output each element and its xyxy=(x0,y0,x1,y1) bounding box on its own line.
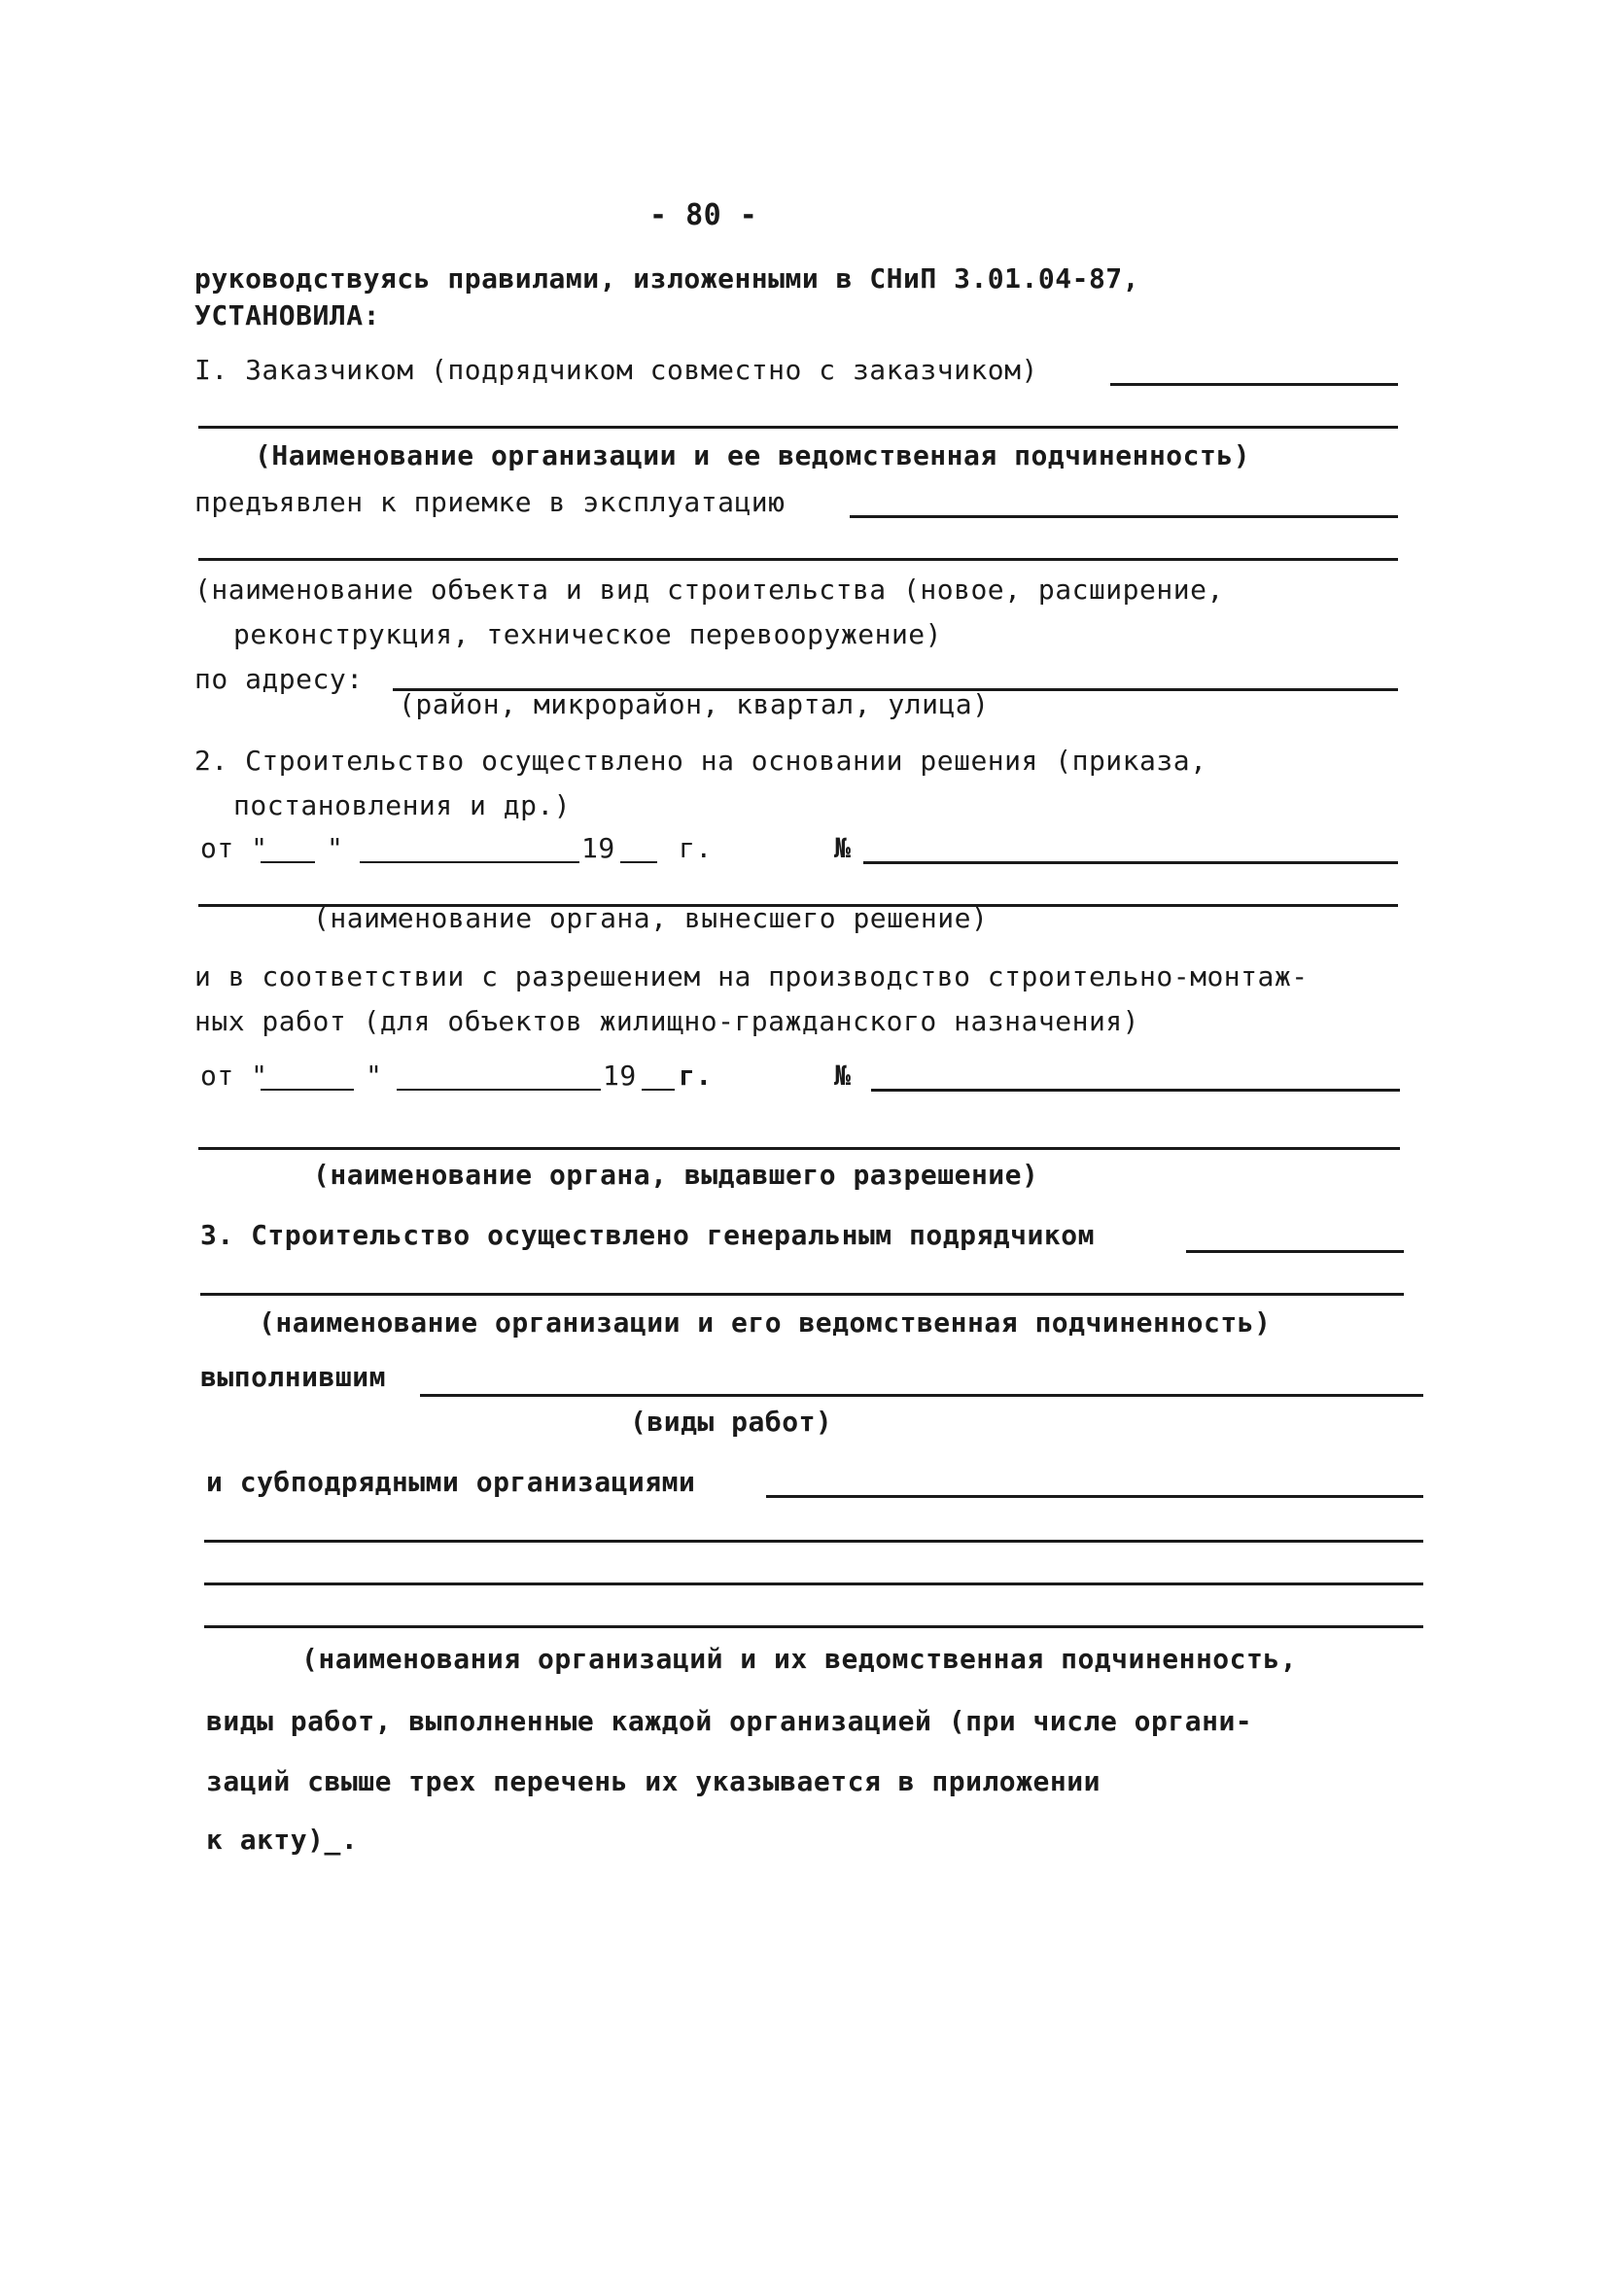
permit-year-field[interactable] xyxy=(642,1089,675,1091)
section1-org-caption: (Наименование организации и ее ведомственная подчиненность) xyxy=(255,439,1251,471)
permit-caption: (наименование органа, выдавшего разрешение) xyxy=(313,1159,1039,1191)
section3-label: 3. Строительство осуществлено генеральным подрядчиком xyxy=(200,1219,1095,1251)
sub-caption-4: к акту)_. xyxy=(206,1824,359,1856)
section1-object-caption-2: реконструкция, техническое перевооружение) xyxy=(233,618,943,650)
decision-number-field[interactable] xyxy=(863,861,1398,864)
decision-month-field[interactable] xyxy=(360,861,579,863)
subcontractors-field-3[interactable] xyxy=(204,1583,1423,1585)
decision-caption: (наименование органа, вынесшего решение) xyxy=(313,902,989,934)
permit-month-field[interactable] xyxy=(397,1089,601,1091)
section2-line-1: 2. Строительство осуществлено на основании решения (приказа, xyxy=(194,745,1207,777)
subcontractors-field-1[interactable] xyxy=(766,1495,1423,1498)
sub-caption-2: виды работ, выполненные каждой организацией (при числе органи- xyxy=(206,1705,1253,1737)
intro-line-1: руководствуясь правилами, изложенными в СНиП 3.01.04-87, xyxy=(194,262,1140,295)
permit-number-field[interactable] xyxy=(871,1089,1400,1092)
decision-date-from: от " xyxy=(200,832,268,864)
sub-caption-1: (наименования организаций и их ведомственная подчиненность, xyxy=(301,1643,1298,1675)
section1-presented-field[interactable] xyxy=(850,515,1398,518)
intro-line-2: УСТАНОВИЛА: xyxy=(194,299,380,331)
decision-year-prefix: 19 xyxy=(581,832,615,864)
section1-address-caption: (район, микрорайон, квартал, улица) xyxy=(399,688,990,720)
decision-number-sign: № xyxy=(834,832,852,864)
permit-day-field[interactable] xyxy=(261,1089,354,1091)
page-number: - 80 - xyxy=(649,198,758,232)
section3-contractor-field-2[interactable] xyxy=(200,1293,1404,1296)
section1-object-caption-1: (наименование объекта и вид строительства (новое, расширение, xyxy=(194,574,1224,606)
decision-year-suffix: г. xyxy=(679,832,713,864)
section3-works-caption: (виды работ) xyxy=(630,1406,833,1438)
decision-year-field[interactable] xyxy=(620,861,657,863)
section1-address-label: по адресу: xyxy=(194,663,364,695)
section1-customer-field-2[interactable] xyxy=(198,426,1398,429)
decision-day-field[interactable] xyxy=(261,861,315,863)
decision-date-quote: " xyxy=(327,832,344,864)
permit-number-sign: № xyxy=(834,1060,852,1092)
permit-org-field[interactable] xyxy=(198,1147,1400,1150)
section2-line-2: постановления и др.) xyxy=(233,789,572,821)
section3-org-caption: (наименование организации и его ведомственная подчиненность) xyxy=(259,1306,1272,1339)
subcontractors-field-4[interactable] xyxy=(204,1625,1423,1628)
section3-contractor-field[interactable] xyxy=(1186,1250,1404,1253)
section1-customer-field[interactable] xyxy=(1110,383,1398,386)
permit-date-quote: " xyxy=(366,1060,383,1092)
subcontractors-field-2[interactable] xyxy=(204,1540,1423,1543)
permit-line-1: и в соответствии с разрешением на производство строительно-монтаж- xyxy=(194,960,1309,992)
section1-object-field[interactable] xyxy=(198,558,1398,561)
permit-line-2: ных работ (для объектов жилищно-гражданского назначения) xyxy=(194,1005,1140,1037)
permit-year-prefix: 19 xyxy=(603,1060,637,1092)
section1-label: I. Заказчиком (подрядчиком совместно с заказчиком) xyxy=(194,354,1038,386)
permit-date-from: от " xyxy=(200,1060,268,1092)
section1-presented-label: предъявлен к приемке в эксплуатацию xyxy=(194,486,786,518)
section3-works-field[interactable] xyxy=(420,1394,1423,1397)
section3-subcontractors-label: и субподрядными организациями xyxy=(206,1466,696,1498)
permit-year-suffix: г. xyxy=(679,1060,713,1092)
section3-performed-label: выполнившим xyxy=(200,1361,386,1393)
sub-caption-3: заций свыше трех перечень их указывается в приложении xyxy=(206,1765,1101,1797)
